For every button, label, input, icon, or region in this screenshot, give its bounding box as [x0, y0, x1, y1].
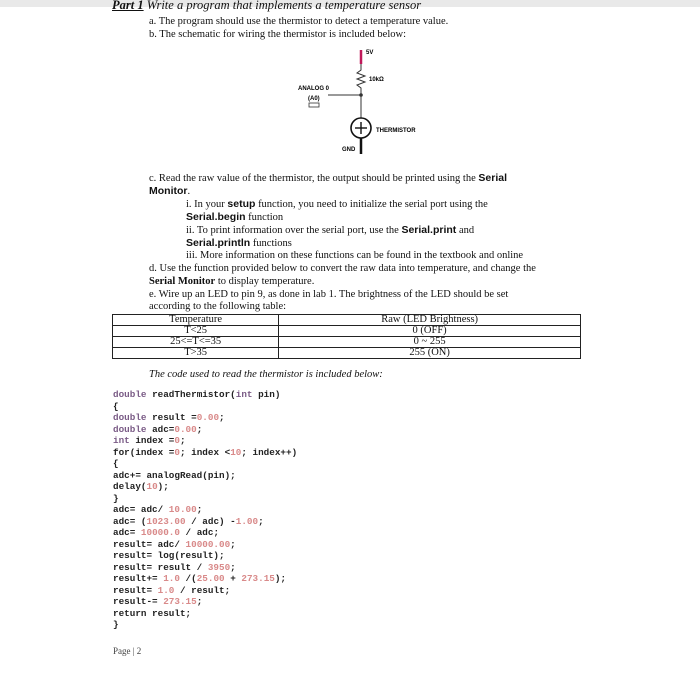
item-c-ii-line2	[186, 237, 292, 250]
part-title	[112, 0, 421, 11]
table-header-row	[113, 315, 581, 326]
code-text: adc= (	[113, 515, 147, 527]
code-number: 0.00	[196, 412, 220, 423]
analog-pin-label: (A0)	[308, 96, 320, 102]
code-keyword: double	[113, 412, 147, 423]
code-keyword: int	[113, 435, 130, 446]
supply-label: 5V	[366, 50, 374, 56]
code-text: ;	[258, 515, 264, 527]
code-text: result= log(result);	[113, 550, 225, 561]
table-cell: 255 (ON)	[279, 348, 581, 359]
code-keyword: double	[113, 389, 147, 400]
code-text: ;	[196, 504, 203, 515]
item-d-suffix: to display temperature.	[215, 276, 315, 287]
item-c-ii-line1	[186, 224, 474, 237]
item-c-monitor: Monitor	[149, 185, 188, 197]
page-number: Page | 2	[113, 646, 142, 656]
item-c-i-serial-begin: Serial.begin	[186, 211, 246, 223]
led-brightness-table	[112, 314, 581, 359]
table-header-cell: Raw (LED Brightness)	[279, 315, 581, 326]
item-d-line2	[149, 276, 314, 288]
code-text: result= adc/	[113, 538, 186, 550]
code-text: ; index++)	[241, 446, 298, 458]
code-text: ;	[196, 596, 203, 607]
item-c-ii-serial-println: Serial.println	[186, 237, 251, 249]
code-number: 10	[146, 481, 158, 492]
code-text: result=	[113, 584, 158, 596]
code-text: );	[157, 481, 169, 492]
resistor-label: 10kΩ	[369, 77, 384, 83]
table-row	[113, 337, 581, 348]
item-d-line1: d. Use the function provided below to convert the raw data into temperature, and change the	[149, 263, 536, 274]
code-text: readThermistor(	[146, 389, 236, 400]
resistor-symbol	[357, 64, 365, 94]
item-d-bold: Serial Monitor	[149, 276, 216, 287]
code-text: adc+= analogRead(pin);	[113, 469, 236, 481]
table-cell: T<25	[113, 326, 279, 337]
table-cell: 0 (OFF)	[279, 326, 581, 337]
code-number: 1.00	[235, 515, 259, 527]
code-number: 0	[174, 446, 180, 458]
code-number: 273.15	[163, 596, 197, 607]
code-caption: The code used to read the thermistor is included below:	[149, 369, 383, 380]
code-text: result+=	[113, 573, 164, 584]
code-text: }	[113, 492, 119, 504]
item-c-ii-bold: Serial.print	[401, 224, 457, 236]
analog-pin-connector	[309, 103, 319, 107]
item-c-i-line2	[186, 211, 283, 224]
code-text: result-=	[113, 596, 164, 607]
code-text: {	[113, 458, 119, 469]
code-text: / adc) -	[185, 515, 236, 527]
code-number: 25.00	[196, 573, 225, 584]
code-text: return result;	[113, 607, 192, 619]
item-a: a. The program should use the thermistor to detect a temperature value.	[149, 16, 449, 27]
code-keyword: int	[235, 389, 253, 400]
ground-label: GND	[342, 147, 356, 153]
code-text: ; index <	[179, 446, 231, 458]
code-number: 1023.00	[146, 515, 186, 527]
item-b: b. The schematic for wiring the thermistor is included below:	[149, 29, 406, 40]
code-number: 10000.0	[140, 527, 180, 538]
code-text: delay(	[113, 481, 147, 492]
item-c-bold: Serial	[478, 172, 507, 184]
code-text: / result;	[174, 584, 231, 596]
table-cell: 0 ~ 255	[279, 337, 581, 348]
item-c-text: c. Read the raw value of the thermistor, the output should be printed using the	[149, 173, 479, 184]
table-cell: 25<=T<=35	[113, 337, 279, 348]
thermistor-schematic	[290, 44, 450, 160]
code-number: 0.00	[174, 423, 197, 435]
code-text: ;	[230, 538, 236, 550]
code-number: 3950	[207, 561, 231, 573]
item-c-line2	[149, 185, 190, 198]
table-row	[113, 348, 581, 359]
code-text: ;	[230, 561, 236, 573]
code-text: ;	[196, 423, 203, 435]
code-text: pin)	[252, 389, 281, 400]
table-row	[113, 326, 581, 337]
code-number: 10000.00	[185, 538, 231, 550]
code-text: ;	[179, 435, 186, 446]
code-text: result= result /	[113, 561, 208, 573]
item-c-i-suffix: function, you need to initialize the serial port using the	[255, 199, 488, 210]
item-c-period: .	[187, 186, 191, 197]
item-c-ii-suffix: and	[456, 225, 475, 236]
code-block	[113, 389, 297, 631]
table-cell: T>35	[113, 348, 279, 359]
code-number: 10.00	[168, 504, 197, 515]
code-keyword: double	[113, 423, 147, 435]
table-header-cell: Temperature	[113, 315, 279, 326]
item-e-line2: according to the following table:	[149, 301, 287, 312]
code-text: ;	[219, 412, 225, 423]
item-e-line1: e. Wire up an LED to pin 9, as done in lab 1. The brightness of the LED should be set	[149, 289, 509, 300]
item-c-ii-functions: functions	[250, 238, 292, 249]
part-label: Part 1	[112, 0, 144, 12]
part-title-text: Write a program that implements a temperature sensor	[146, 0, 422, 12]
code-number: 1.0	[157, 584, 175, 596]
code-number: 0	[174, 435, 180, 446]
thermistor-label: THERMISTOR	[376, 128, 416, 134]
code-text: adc=	[146, 423, 175, 435]
code-number: 1.0	[163, 573, 180, 584]
code-text: index =	[129, 435, 175, 446]
code-text: / adc;	[179, 527, 220, 538]
code-text: result =	[146, 412, 197, 423]
item-c-i-prefix: i. In your	[186, 199, 228, 210]
item-c-line1	[149, 172, 507, 185]
code-text: {	[113, 400, 119, 412]
analog-label: ANALOG 0	[298, 86, 330, 92]
item-c-i-function: function	[245, 212, 284, 223]
item-c-i-bold: setup	[227, 198, 256, 210]
code-number: 273.15	[241, 573, 275, 584]
code-number: 10	[230, 446, 242, 458]
item-c-ii-prefix: ii. To print information over the serial port, use the	[186, 225, 402, 236]
item-c-i-line1	[186, 198, 488, 211]
code-text: );	[274, 573, 287, 584]
code-text: adc=	[113, 527, 141, 538]
code-text: }	[113, 619, 119, 630]
code-text: adc= adc/	[113, 504, 169, 515]
item-c-iii: iii. More information on these functions can be found in the textbook and online	[186, 250, 524, 261]
code-text: /(	[179, 573, 197, 584]
code-text: +	[224, 573, 242, 584]
code-text: for(index =	[113, 446, 175, 458]
